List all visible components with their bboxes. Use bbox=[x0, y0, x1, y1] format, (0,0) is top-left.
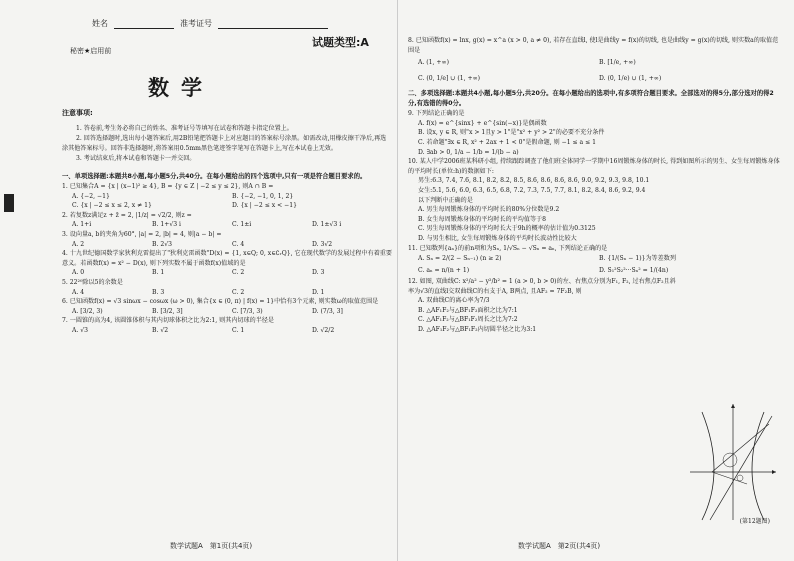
segment-f1-b bbox=[712, 472, 747, 484]
option: D. 3 bbox=[312, 269, 325, 277]
page-footer-left: 数学试题A 第1页(共4页) bbox=[170, 542, 253, 550]
option: C. (0, 1/e] ∪ (1, +∞) bbox=[418, 75, 481, 83]
hyperbola-left-branch bbox=[702, 412, 714, 520]
option: D. △AF₁F₂与△BF₁F₂内切圆半径之比为3:1 bbox=[418, 326, 537, 334]
option: A. 男生每周锻炼身体的平均时长的80%分位数是9.2 bbox=[418, 206, 560, 214]
x-axis-arrow bbox=[772, 470, 776, 474]
option: B. 1 bbox=[152, 269, 165, 277]
question-5 bbox=[62, 278, 392, 297]
y-axis-arrow bbox=[731, 404, 735, 408]
section-2-heading: 二、多项选择题:本题共4小题,每小题5分,共20分。在每小题给出的选项中,有多项符合题目要求。全部选对的得5分,部分选对的得2分,有选错的得0分。 bbox=[408, 90, 774, 108]
question-8 bbox=[408, 36, 780, 87]
question-3 bbox=[62, 230, 392, 249]
question-stem: 3. 设向量a, b的夹角为60°, |a| = 2, |b| = 4, 则|a − b| = bbox=[62, 230, 222, 238]
option: A. Sₙ = 2/(2 − Sₙ₋₁) (n ≥ 2) bbox=[418, 255, 502, 263]
option: B. {1/(Sₙ − 1)}为等差数列 bbox=[599, 255, 676, 263]
incircle-b bbox=[737, 475, 743, 481]
option: C. 4 bbox=[232, 240, 245, 248]
question-11 bbox=[408, 244, 780, 278]
option: C. 2 bbox=[232, 269, 245, 277]
exam-no-label: 准考证号 bbox=[180, 19, 212, 28]
line-l bbox=[710, 416, 772, 520]
option: C. △AF₁F₂与△BF₁F₂周长之比为7:2 bbox=[418, 316, 518, 324]
secret-label: 秘密★启用前 bbox=[70, 47, 112, 55]
question-4 bbox=[62, 249, 392, 278]
page-2 bbox=[397, 0, 794, 561]
hyperbola-figure bbox=[690, 402, 776, 522]
hyperbola-right-branch bbox=[752, 412, 764, 520]
notes-heading: 注意事项: bbox=[62, 109, 93, 117]
figure-caption: (第12题图) bbox=[739, 518, 770, 525]
option: C. {x | −2 ≤ x ≤ 2, x ≠ 1} bbox=[72, 202, 152, 210]
option: C. 若命题"∃x ∈ R, x² + 2ax + 1 < 0"是假命题, 则 −1 ≤ a ≤ 1 bbox=[418, 138, 597, 146]
option: D. (0, 1/e) ∪ (1, +∞) bbox=[599, 75, 662, 83]
option: A. 4 bbox=[72, 288, 85, 296]
note-item: 1. 答卷前,考生务必将自己的姓名、准考证号等填写在试卷和答题卡指定位置上。 bbox=[76, 125, 293, 132]
question-9 bbox=[408, 109, 780, 157]
option: A. √3 bbox=[72, 326, 89, 334]
name-label: 姓名 bbox=[92, 19, 108, 28]
option: C. [7/3, 3) bbox=[232, 307, 263, 315]
option: D. √2/2 bbox=[312, 326, 335, 334]
question-2 bbox=[62, 211, 392, 230]
left-content bbox=[62, 108, 392, 336]
candidate-info-row bbox=[92, 18, 342, 29]
question-stem: 6. 已知函数f(x) = √3 sinωx − cosωx (ω > 0), 集合{x ∈ (0, π) | f(x) = 1}中恰有3个元素, 则实数ω的取值范围是 bbox=[62, 298, 379, 306]
option: B. [3/2, 3] bbox=[152, 307, 183, 315]
option: D. (7/3, 3] bbox=[312, 307, 343, 315]
question-stem: 5. 22²⁰除以5的余数是 bbox=[62, 278, 123, 286]
option: B. √2 bbox=[152, 326, 169, 334]
question-10 bbox=[408, 157, 780, 243]
option: B. △AF₁F₂与△BF₁F₂面积之比为7:1 bbox=[418, 306, 518, 314]
option: A. {−2, −1} bbox=[72, 192, 110, 200]
page-title: 数学 bbox=[148, 75, 214, 100]
option: B. 女生每周锻炼身体的平均时长的平均值等于8 bbox=[418, 215, 547, 223]
option: D. ∃ab > 0, 1/a − 1/b = 1/(b − a) bbox=[418, 148, 519, 156]
incircle-a bbox=[723, 453, 737, 467]
page-footer-right: 数学试题A 第2页(共4页) bbox=[518, 542, 601, 550]
question-stem: 4. 十九世纪德国数学家狄利克雷提出了"狄利克雷函数"D(x) = {1, x∈Q; 0, x∈∁ᵣQ}, 它在现代数学的发展过程中有着重要意义。若函数f(x) = x² − D(x), 则下列实数不属于函数f(x)值域的是 bbox=[62, 250, 392, 267]
option: D. {x | −2 ≤ x < −1} bbox=[232, 202, 298, 210]
option: A. 0 bbox=[72, 269, 85, 277]
option: A. 2 bbox=[72, 240, 85, 248]
option: D. 1±√3 i bbox=[312, 221, 342, 229]
option: C. 男生每周锻炼身体的平均时长大于9h的概率的估计值为0.3125 bbox=[418, 225, 596, 233]
option: A. (1, +∞) bbox=[418, 59, 449, 67]
question-stem: 11. 已知数列{aₙ}的前n项和为Sₙ, 1/√Sₙ − √Sₙ = aₙ, 下列结论正确的是 bbox=[408, 244, 608, 252]
option: B. 设x, y ∈ R, 则"x > 1且y > 1"是"x² + y² > 2"的必要不充分条件 bbox=[418, 129, 605, 137]
option: D. 1 bbox=[312, 288, 325, 296]
note-item: 2. 回答选择题时,选出每小题答案后,用2B铅笔把答题卡上对应题目的答案标号涂黑。如需改动,用橡皮擦干净后,再选涂其他答案标号。回答非选择题时,将答案用0.5mm黑色笔迹签字笔写在答题卡上,写在本试卷上无效。 bbox=[62, 135, 387, 152]
name-blank bbox=[114, 20, 174, 29]
female-data: 女生:5.1, 5.6, 6.0, 6.3, 6.5, 6.8, 7.2, 7.3, 7.5, 7.7, 8.1, 8.2, 8.4, 8.6, 9.2, 9.4 bbox=[418, 186, 646, 194]
question-12 bbox=[408, 277, 680, 335]
question-6 bbox=[62, 297, 392, 316]
option: C. aₙ = n/(n + 1) bbox=[418, 267, 470, 275]
option: D. 与男生相比, 女生每周锻炼身体的平均时长波动性比较大 bbox=[418, 234, 577, 242]
option: B. {−2, −1, 0, 1, 2} bbox=[232, 192, 294, 200]
option: B. 3 bbox=[152, 288, 165, 296]
question-stem: 7. 一圆锥的高为4, 该圆锥体积与其内切球体积之比为2:1, 则其内切球的半径是 bbox=[62, 317, 274, 325]
male-data: 男生:6.3, 7.4, 7.6, 8.1, 8.2, 8.2, 8.5, 8.6, 8.6, 8.6, 8.6, 9.0, 9.2, 9.3, 9.8, 10.1 bbox=[418, 177, 650, 185]
option: A. 1+i bbox=[72, 221, 92, 229]
option: B. [1/e, +∞) bbox=[599, 59, 636, 67]
question-stem: 1. 已知集合A = {x | (x−1)² ≥ 4}, B = {y ∈ Z | −2 ≤ y ≤ 2}, 则A ∩ B = bbox=[62, 183, 274, 190]
option: B. 2√3 bbox=[152, 240, 172, 248]
option: D. 3√2 bbox=[312, 240, 333, 248]
note-item: 3. 考试结束后,将本试卷和答题卡一并交回。 bbox=[76, 155, 196, 162]
paper-type: 试题类型:A bbox=[312, 36, 369, 49]
option: C. 2 bbox=[232, 288, 245, 296]
segment-f1-a bbox=[712, 424, 769, 472]
question-stem: 12. 如图, 双曲线C: x²/a² − y²/b² = 1 (a > 0, b > 0)的左、右焦点分别为F₁, F₂, 过右焦点F₂且斜率为√3的直线l交双曲线C的右支于A, B两点, 且AF₂ = 7F₂B, 则 bbox=[408, 278, 676, 295]
question-7 bbox=[62, 316, 392, 335]
question-stem: 8. 已知函数f(x) = lnx, g(x) = x^a (x > 0, a ≠ 0), 若存在直线l, 使l是曲线y = f(x)的切线, 也是曲线y = g(x)的切线, 则实数a的取值范围是 bbox=[408, 37, 779, 54]
section-1-heading: 一、单项选择题:本题共8小题,每小题5分,共40分。在每小题给出的四个选项中,只有一项是符合题目要求的。 bbox=[62, 173, 367, 180]
option: B. 1+√3 i bbox=[152, 221, 181, 229]
question-1 bbox=[62, 182, 392, 211]
option: A. [3/2, 3) bbox=[72, 307, 103, 315]
question-stem: 10. 某人中学2006班某科研小组, 持续跟踪调查了他们班全体同学一学期中16周锻炼身体的时长, 得到如图所示的男生、女生每周锻炼身体的平均时长(单位:h)的数据如下: bbox=[408, 158, 780, 175]
option: A. 双曲线C的离心率为7/3 bbox=[418, 297, 490, 305]
exam-no-blank bbox=[218, 20, 328, 29]
question-stem: 9. 下列结论正确的是 bbox=[408, 110, 465, 118]
option: D. S₁²S₂²···Sₙ² = 1/(4n) bbox=[599, 267, 669, 275]
option: C. 1±i bbox=[232, 221, 252, 229]
binding-mark bbox=[4, 194, 14, 212]
question-prompt: 以下判断中正确的是 bbox=[418, 196, 473, 204]
question-stem: 2. 若复数z满足z + z̄ = 2, |1/z| = √2/2, 则z = bbox=[62, 211, 192, 219]
option: C. 1 bbox=[232, 326, 245, 334]
option: A. f(x) = e^{sinx} + e^{sin(−x)}是偶函数 bbox=[418, 119, 547, 127]
